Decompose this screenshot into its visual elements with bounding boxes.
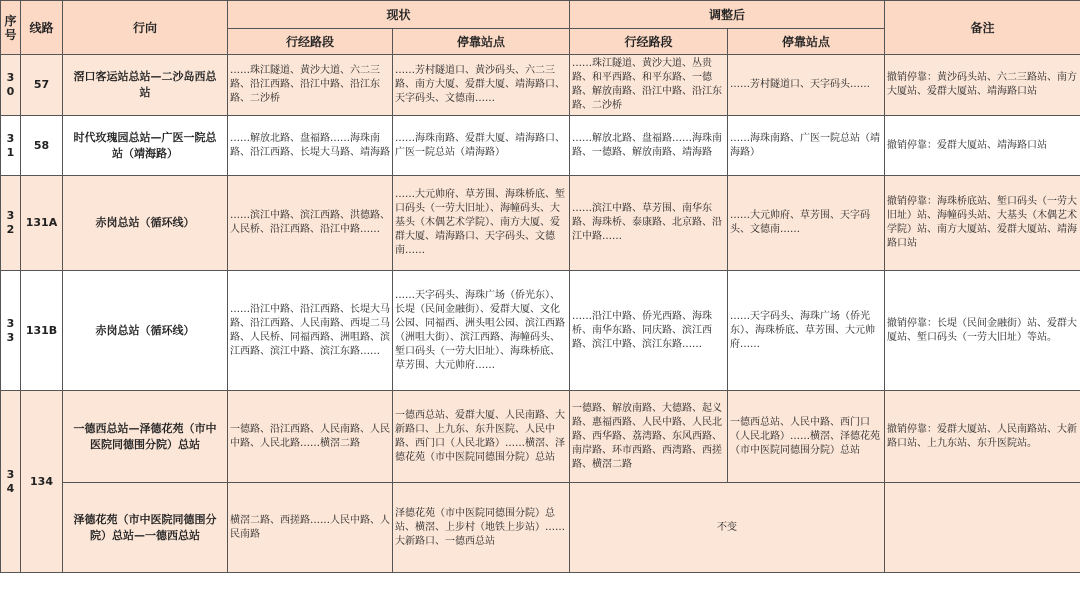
row-seq: 34 <box>1 391 21 573</box>
row-remarks: 撤销停靠：爱群大厦站、人民南路站、大新路口站、上九东站、东升医院站。 <box>885 391 1080 483</box>
row-adjusted-stops: 一德西总站、人民中路、西门口（人民北路）……横滘、泽德花苑（市中医院同德围分院）总站 <box>728 391 885 483</box>
row-adjusted-via: 一德路、解放南路、大德路、起义路、惠福西路、人民中路、人民北路、西华路、荔湾路、东风西路、南岸路、环市西路、西湾路、西搓路、横滘二路 <box>570 391 728 483</box>
row-direction: 赤岗总站（循环线） <box>63 176 228 271</box>
row-adjusted-via: ……解放北路、盘福路……海珠南路、一德路、解放南路、靖海路 <box>570 116 728 176</box>
row-current-stops: ……天字码头、海珠广场（侨光东）、长堤（民间金融街）、爱群大厦、文化公园、同福西、洲头咀公园、滨江西路（洲咀大街）、滨江西路、海幢码头、堑口码头（一劳大旧址）、海珠桥底、草芳围、大元帅府…… <box>393 271 570 391</box>
row-seq: 30 <box>1 55 21 116</box>
row-direction: 滘口客运站总站—二沙岛西总站 <box>63 55 228 116</box>
row-adjusted-stops: ……海珠南路、广医一院总站（靖海路） <box>728 116 885 176</box>
table-row <box>1 116 1080 176</box>
row-route: 131A <box>21 176 63 271</box>
table-row <box>1 176 1080 271</box>
row-adjusted-via: ……沿江中路、侨光西路、海珠桥、南华东路、同庆路、滨江西路、滨江中路、滨江东路…… <box>570 271 728 391</box>
row-current-via: 横滘二路、西搓路……人民中路、人民南路 <box>228 483 393 573</box>
table-row <box>1 55 1080 116</box>
row-adjusted-unchanged: 不变 <box>570 483 885 573</box>
row-current-via: ……解放北路、盘福路……海珠南路、沿江西路、长堤大马路、靖海路 <box>228 116 393 176</box>
row-remarks: 撤销停靠：爱群大厦站、靖海路口站 <box>885 116 1080 176</box>
row-seq: 32 <box>1 176 21 271</box>
row-route: 134 <box>21 391 63 573</box>
row-seq: 31 <box>1 116 21 176</box>
row-direction: 时代玫瑰园总站—广医一院总站（靖海路） <box>63 116 228 176</box>
row-adjusted-stops: ……大元帅府、草芳围、天字码头、文德南…… <box>728 176 885 271</box>
header-adjusted: 调整后 <box>570 1 885 29</box>
header-current-stops: 停靠站点 <box>393 29 570 55</box>
row-remarks: 撤销停靠：黄沙码头站、六二三路站、南方大厦站、爱群大厦站、靖海路口站 <box>885 55 1080 116</box>
row-adjusted-stops: ……天字码头、海珠广场（侨光东）、海珠桥底、草芳围、大元帅府…… <box>728 271 885 391</box>
row-current-stops: ……芳村隧道口、黄沙码头、六二三路、南方大厦、爱群大厦、靖海路口、天字码头、文德南…… <box>393 55 570 116</box>
header-route: 线路 <box>21 1 63 55</box>
row-remarks: 撤销停靠：海珠桥底站、堑口码头（一劳大旧址）站、海幢码头站、大基头（木偶艺术学院）站、南方大厦站、爱群大厦站、靖海路口站 <box>885 176 1080 271</box>
table-row <box>1 271 1080 391</box>
header-remarks: 备注 <box>885 1 1080 55</box>
row-current-via: ……珠江隧道、黄沙大道、六二三路、沿江西路、沿江中路、沿江东路、二沙桥 <box>228 55 393 116</box>
row-current-stops: 泽德花苑（市中医院同德围分院）总站、横滘、上步村（地铁上步站）……大新路口、一德西总站 <box>393 483 570 573</box>
row-direction: 泽德花苑（市中医院同德围分院）总站—一德西总站 <box>63 483 228 573</box>
header-direction: 行向 <box>63 1 228 55</box>
row-route: 58 <box>21 116 63 176</box>
row-remarks: 撤销停靠：长堤（民间金融街）站、爱群大厦站、堑口码头（一劳大旧址）等站。 <box>885 271 1080 391</box>
row-adjusted-stops: ……芳村隧道口、天字码头…… <box>728 55 885 116</box>
row-current-via: ……滨江中路、滨江西路、洪德路、人民桥、沿江西路、沿江中路…… <box>228 176 393 271</box>
row-route: 57 <box>21 55 63 116</box>
row-current-stops: 一德西总站、爱群大厦、人民南路、大新路口、上九东、东升医院、人民中路、西门口（人民北路）……横滘、泽德花苑（市中医院同德围分院）总站 <box>393 391 570 483</box>
row-direction: 一德西总站—泽德花苑（市中医院同德围分院）总站 <box>63 391 228 483</box>
row-adjusted-via: ……滨江中路、草芳围、南华东路、海珠桥、泰康路、北京路、沿江中路…… <box>570 176 728 271</box>
header-current-via: 行经路段 <box>228 29 393 55</box>
row-adjusted-via: ……珠江隧道、黄沙大道、丛贵路、和平西路、和平东路、一德路、解放南路、沿江中路、沿江东路、二沙桥 <box>570 55 728 116</box>
header-adjusted-stops: 停靠站点 <box>728 29 885 55</box>
row-seq: 33 <box>1 271 21 391</box>
row-current-via: 一德路、沿江西路、人民南路、人民中路、人民北路……横滘二路 <box>228 391 393 483</box>
header-current: 现状 <box>228 1 570 29</box>
table-row <box>1 391 1080 483</box>
row-current-via: ……沿江中路、沿江西路、长堤大马路、沿江西路、人民南路、西堤二马路、人民桥、同福西路、洲咀路、滨江西路、滨江中路、滨江东路…… <box>228 271 393 391</box>
row-current-stops: ……大元帅府、草芳围、海珠桥底、堑口码头（一劳大旧址）、海幢码头、大基头（木偶艺术学院）、南方大厦、爱群大厦、靖海路口、天字码头、文德南…… <box>393 176 570 271</box>
row-current-stops: ……海珠南路、爱群大厦、靖海路口、广医一院总站（靖海路） <box>393 116 570 176</box>
row-remarks <box>885 483 1080 573</box>
table-row <box>1 483 1080 573</box>
header-seq: 序号 <box>1 1 21 55</box>
header-adjusted-via: 行经路段 <box>570 29 728 55</box>
row-route: 131B <box>21 271 63 391</box>
row-direction: 赤岗总站（循环线） <box>63 271 228 391</box>
